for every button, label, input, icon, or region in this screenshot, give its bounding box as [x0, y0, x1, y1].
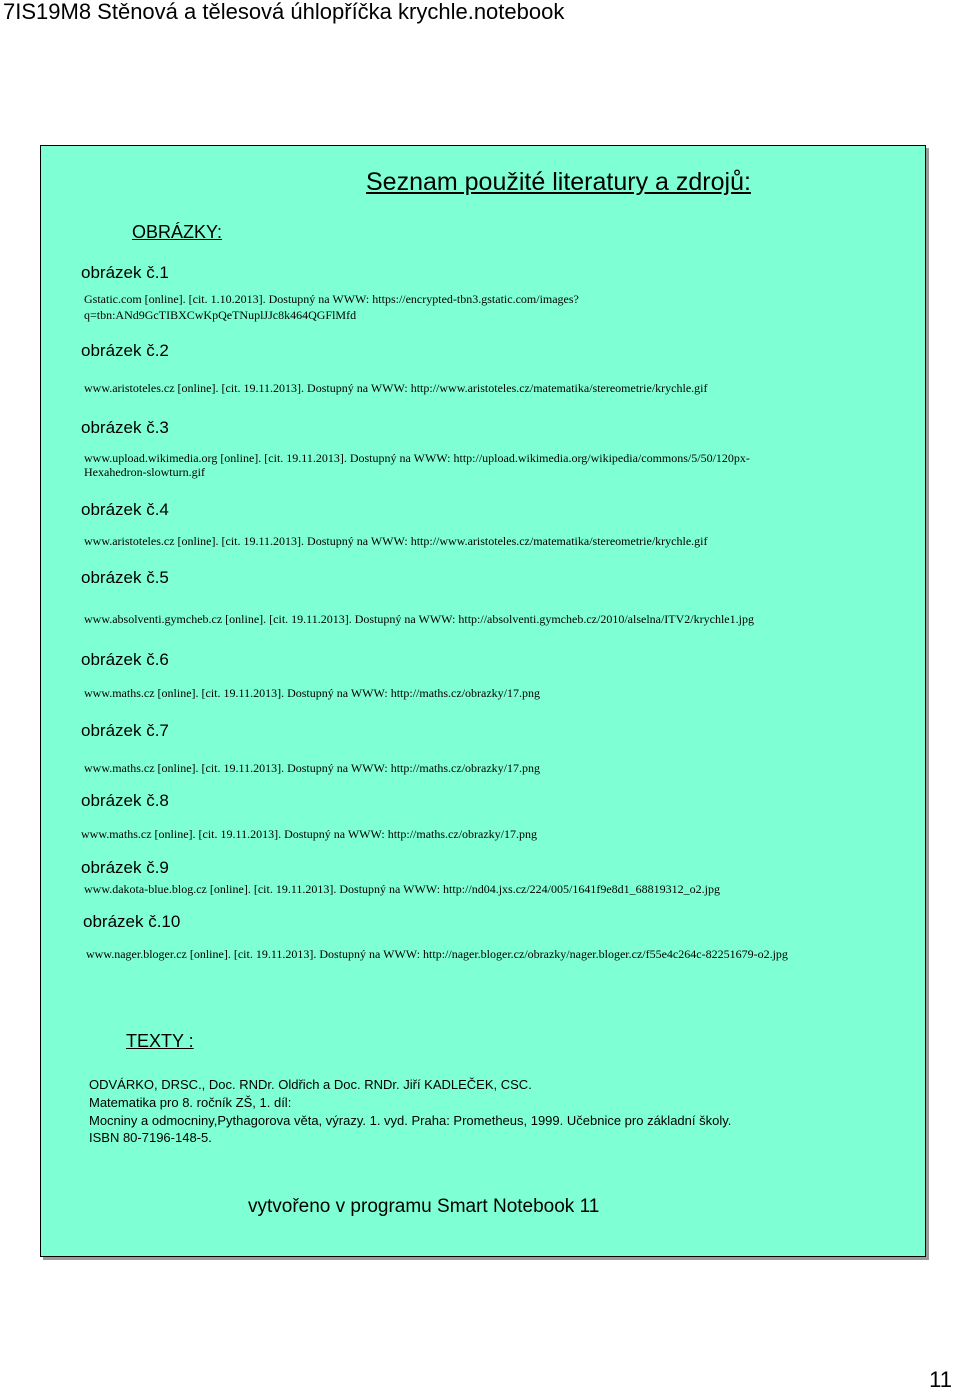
image-ref-4: www.aristoteles.cz [online]. [cit. 19.11.2013]. Dostupný na WWW: http://www.aristoteles.cz/matematika/stereometrie/krychle.gif: [84, 534, 708, 548]
image-ref-7: www.maths.cz [online]. [cit. 19.11.2013]. Dostupný na WWW: http://maths.cz/obrazky/17.png: [84, 761, 541, 775]
image-ref-3: www.upload.wikimedia.org [online]. [cit. 19.11.2013]. Dostupný na WWW: http://upload.wikimedia.org/wikipedia/commons/5/50/120px-: [84, 451, 750, 465]
image-label-10: obrázek č.10: [83, 912, 181, 931]
text-line-4: ISBN 80-7196-148-5.: [89, 1130, 212, 1145]
text-line-3: Mocniny a odmocniny,Pythagorova věta, výrazy. 1. vyd. Praha: Prometheus, 1999. Učebnice pro základní školy.: [89, 1113, 732, 1128]
image-label-8: obrázek č.8: [81, 791, 169, 810]
image-ref-1: Gstatic.com [online]. [cit. 1.10.2013]. Dostupný na WWW: https://encrypted-tbn3.gstatic.com/images?: [84, 292, 579, 306]
text-line-2: Matematika pro 8. ročník ZŠ, 1. díl:: [89, 1095, 292, 1110]
image-label-1: obrázek č.1: [81, 263, 169, 282]
image-label-4: obrázek č.4: [81, 500, 169, 519]
image-label-6: obrázek č.6: [81, 650, 169, 669]
image-ref-10: www.nager.bloger.cz [online]. [cit. 19.11.2013]. Dostupný na WWW: http://nager.bloger.cz/obrazky/nager.bloger.cz/f55e4c264c-82251679-o2.jpg: [86, 947, 788, 961]
texts-heading: TEXTY :: [126, 1031, 194, 1051]
image-ref-6: www.maths.cz [online]. [cit. 19.11.2013]. Dostupný na WWW: http://maths.cz/obrazky/17.png: [84, 686, 541, 700]
text-line-1: ODVÁRKO, DRSC., Doc. RNDr. Oldřich a Doc. RNDr. Jiří KADLEČEK, CSC.: [89, 1077, 532, 1092]
image-ref-5: www.absolventi.gymcheb.cz [online]. [cit. 19.11.2013]. Dostupný na WWW: http://absolventi.gymcheb.cz/2010/alselna/ITV2/krychle1.jpg: [84, 612, 754, 626]
slide-page: [40, 145, 926, 1257]
image-label-9: obrázek č.9: [81, 858, 169, 877]
slide-heading: Seznam použité literatury a zdrojů:: [366, 168, 751, 196]
page-number: 11: [929, 1367, 952, 1392]
image-ref-2: www.aristoteles.cz [online]. [cit. 19.11.2013]. Dostupný na WWW: http://www.aristoteles.cz/matematika/stereometrie/krychle.gif: [84, 381, 708, 395]
image-label-5: obrázek č.5: [81, 568, 169, 587]
image-ref-9: www.dakota-blue.blog.cz [online]. [cit. 19.11.2013]. Dostupný na WWW: http://nd04.jxs.cz/224/005/1641f9e8d1_68819312_o2.jpg: [84, 882, 721, 896]
image-label-7: obrázek č.7: [81, 721, 169, 740]
image-ref-3-cont: Hexahedron-slowturn.gif: [84, 465, 205, 479]
image-label-2: obrázek č.2: [81, 341, 169, 360]
document-title: 7IS19M8 Stěnová a tělesová úhlopříčka krychle.notebook: [3, 0, 565, 24]
image-label-3: obrázek č.3: [81, 418, 169, 437]
footer-note: vytvořeno v programu Smart Notebook 11: [248, 1196, 600, 1217]
image-ref-8: www.maths.cz [online]. [cit. 19.11.2013]. Dostupný na WWW: http://maths.cz/obrazky/17.png: [81, 827, 538, 841]
images-heading: OBRÁZKY:: [132, 222, 223, 242]
image-ref-1-cont: q=tbn:ANd9GcTIBXCwKpQeTNuplJJc8k464QGFlMfd: [84, 308, 357, 322]
